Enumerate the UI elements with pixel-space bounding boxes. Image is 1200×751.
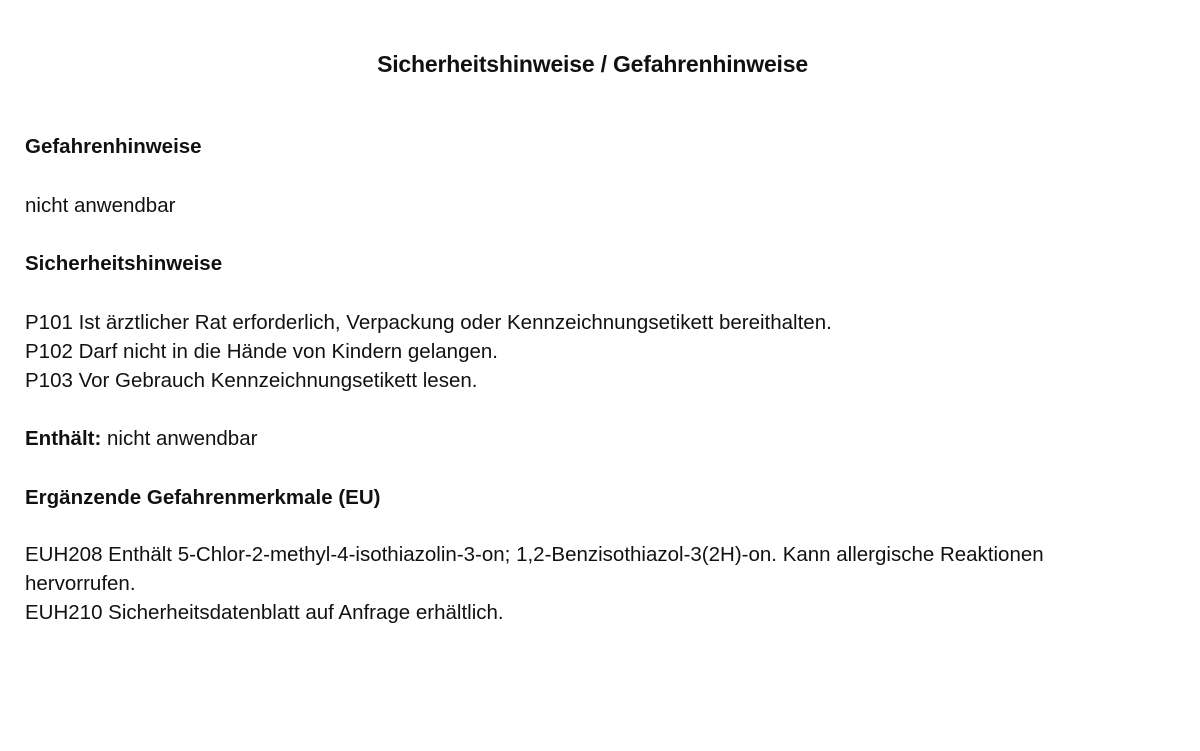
- precautionary-statement-p102: P102 Darf nicht in die Hände von Kindern gelangen.: [25, 340, 498, 363]
- contains-line: [25, 424, 257, 453]
- supplemental-hazard-euh210: EUH210 Sicherheitsdatenblatt auf Anfrage erhältlich.: [25, 601, 504, 624]
- precautionary-statement-p103: P103 Vor Gebrauch Kennzeichnungsetikett lesen.: [25, 369, 478, 392]
- hazard-statements-heading: Gefahrenhinweise: [25, 135, 202, 158]
- supplemental-hazards-heading: Ergänzende Gefahrenmerkmale (EU): [25, 486, 381, 509]
- supplemental-hazard-euh208-continued: hervorrufen.: [25, 572, 136, 595]
- contains-value: nicht anwendbar: [101, 427, 258, 450]
- precautionary-statement-p101: P101 Ist ärztlicher Rat erforderlich, Verpackung oder Kennzeichnungsetikett bereithalten.: [25, 311, 832, 334]
- supplemental-hazard-euh208: EUH208 Enthält 5-Chlor-2-methyl-4-isothiazolin-3-on; 1,2-Benzisothiazol-3(2H)-on. Kann allergische Reaktionen: [25, 543, 1044, 566]
- document-title: Sicherheitshinweise / Gefahrenhinweise: [377, 51, 808, 77]
- hazard-statements-text: nicht anwendbar: [25, 194, 176, 217]
- precautionary-statements-heading: Sicherheitshinweise: [25, 252, 223, 275]
- contains-label: Enthält:: [25, 427, 102, 450]
